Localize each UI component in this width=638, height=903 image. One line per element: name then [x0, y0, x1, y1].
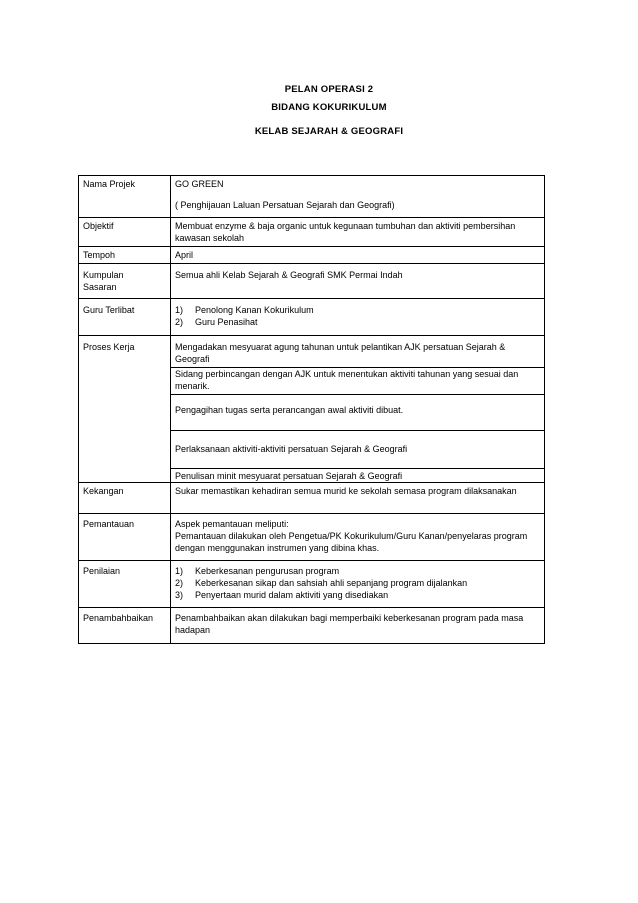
guru-list	[175, 304, 540, 328]
document-subtitle-field: BIDANG KOKURIKULUM	[271, 102, 387, 113]
label-guru-terlibat: Guru Terlibat	[79, 299, 171, 336]
label-objektif: Objektif	[79, 218, 171, 247]
list-item	[175, 577, 540, 589]
operation-plan-table	[78, 175, 545, 644]
row-objektif	[79, 218, 545, 247]
row-nama-projek	[79, 176, 545, 218]
value-objektif: Membuat enzyme & baja organic untuk kegunaan tumbuhan dan aktiviti pembersihan kawasan sekolah	[171, 218, 545, 247]
label-kekangan: Kekangan	[79, 483, 171, 514]
value-pemantauan	[171, 514, 545, 561]
row-proses-kerja	[79, 336, 545, 483]
label-nama-projek: Nama Projek	[79, 176, 171, 218]
label-kumpulan-line1: Kumpulan	[83, 270, 124, 280]
list-item	[175, 316, 540, 328]
value-penilaian	[171, 561, 545, 608]
document-subtitle-club: KELAB SEJARAH & GEOGRAFI	[254, 126, 404, 137]
list-text: Penyertaan murid dalam aktiviti yang disediakan	[195, 590, 389, 600]
list-item	[175, 304, 540, 316]
label-pemantauan: Pemantauan	[79, 514, 171, 561]
proses-step-1: Mengadakan mesyuarat agung tahunan untuk pelantikan AJK persatuan Sejarah & Geografi	[175, 342, 506, 364]
list-item	[175, 589, 540, 601]
list-text: Keberkesanan sikap dan sahsiah ahli sepanjang program dijalankan	[195, 578, 468, 588]
proses-step-5: Penulisan minit mesyuarat persatuan Sejarah & Geografi	[171, 468, 544, 482]
list-number: 2)	[175, 317, 184, 327]
list-number: 1)	[175, 566, 184, 576]
proses-step-3: Pengagihan tugas serta perancangan awal aktiviti dibuat.	[171, 394, 544, 428]
list-number: 2)	[175, 578, 184, 588]
list-number: 1)	[175, 305, 184, 315]
list-text: Guru Penasihat	[195, 317, 258, 327]
label-kumpulan-line2: Sasaran	[83, 282, 117, 292]
label-penilaian: Penilaian	[79, 561, 171, 608]
row-kekangan	[79, 483, 545, 514]
document-title: PELAN OPERASI 2	[284, 84, 374, 95]
value-nama-projek	[171, 176, 545, 218]
row-penilaian	[79, 561, 545, 608]
value-guru-terlibat	[171, 299, 545, 336]
project-note: ( Penghijauan Laluan Persatuan Sejarah dan Geografi)	[175, 200, 395, 210]
list-text: Penolong Kanan Kokurikulum	[195, 305, 314, 315]
value-kumpulan-sasaran: Semua ahli Kelab Sejarah & Geografi SMK Permai Indah	[171, 264, 545, 299]
penilaian-list	[175, 565, 540, 601]
value-tempoh: April	[171, 247, 545, 264]
list-number: 3)	[175, 590, 184, 600]
value-proses-kerja	[171, 336, 545, 483]
list-item	[175, 565, 540, 577]
project-name: GO GREEN	[175, 179, 224, 189]
row-pemantauan	[79, 514, 545, 561]
pemantauan-detail: Pemantauan dilakukan oleh Pengetua/PK Kokurikulum/Guru Kanan/penyelaras program dengan menggunakan instrumen yang dibina khas.	[175, 531, 528, 553]
label-proses-kerja: Proses Kerja	[79, 336, 171, 483]
proses-step-4: Perlaksanaan aktiviti-aktiviti persatuan Sejarah & Geografi	[171, 430, 544, 466]
label-kumpulan-sasaran	[79, 264, 171, 299]
row-guru-terlibat	[79, 299, 545, 336]
row-kumpulan-sasaran	[79, 264, 545, 299]
label-penambahbaikan: Penambahbaikan	[79, 608, 171, 644]
row-tempoh	[79, 247, 545, 264]
pemantauan-intro: Aspek pemantauan meliputi:	[175, 519, 289, 529]
list-text: Keberkesanan pengurusan program	[195, 566, 340, 576]
label-tempoh: Tempoh	[79, 247, 171, 264]
value-kekangan: Sukar memastikan kehadiran semua murid ke sekolah semasa program dilaksanakan	[171, 483, 545, 514]
value-penambahbaikan: Penambahbaikan akan dilakukan bagi memperbaiki keberkesanan program pada masa hadapan	[171, 608, 545, 644]
proses-step-2: Sidang perbincangan dengan AJK untuk menentukan aktiviti tahunan yang sesuai dan menarik.	[171, 367, 544, 392]
row-penambahbaikan	[79, 608, 545, 644]
